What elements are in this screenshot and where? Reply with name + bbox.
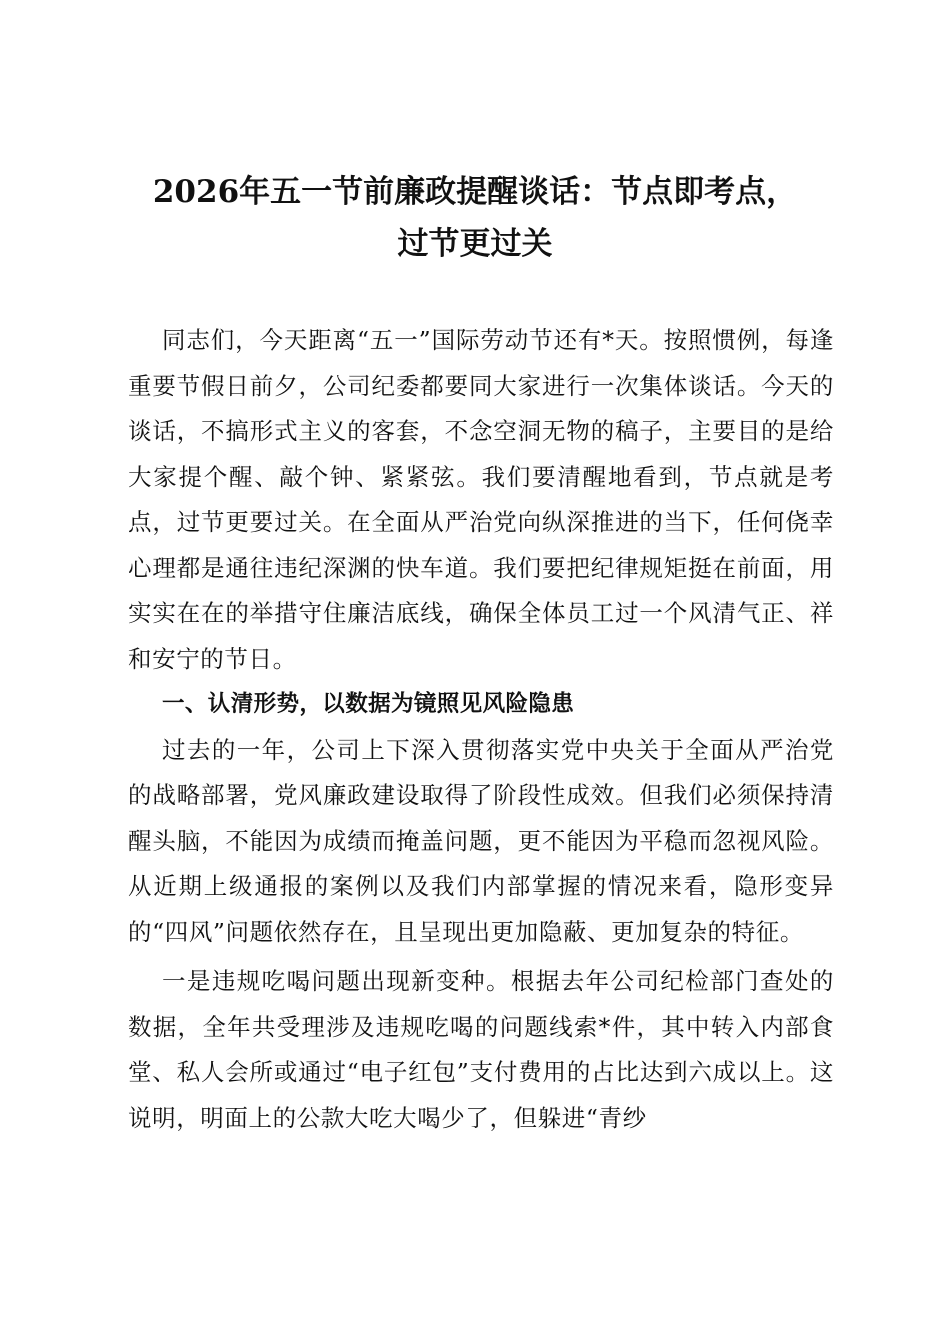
- intro-paragraph: 同志们，今天距离“五一”国际劳动节还有*天。按照惯例，每逢重要节假日前夕，公司纪委都要同大家进行一次集体谈话。今天的谈话，不搞形式主义的客套，不念空洞无物的稿子，主要目的是给大家提个醒、敲个钟、紧紧弦。我们要清醒地看到，节点就是考点，过节更要过关。在全面从严治党向纵深推进的当下，任何侥幸心理都是通往违纪深渊的快车道。我们要把纪律规矩挺在前面，用实实在在的举措守住廉洁底线，确保全体员工过一个风清气正、祥和安宁的节日。: [128, 326, 834, 673]
- document-title: [110, 166, 840, 270]
- body-paragraph: 一是违规吃喝问题出现新变种。根据去年公司纪检部门查处的数据，全年共受理涉及违规吃喝的问题线索*件，其中转入内部食堂、私人会所或通过“电子红包”支付费用的占比达到六成以上。这说明，明面上的公款大吃大喝少了，但躲进“青纱: [128, 967, 834, 1132]
- body-paragraph: 过去的一年，公司上下深入贯彻落实党中央关于全面从严治党的战略部署，党风廉政建设取得了阶段性成效。但我们必须保持清醒头脑，不能因为成绩而掩盖问题，更不能因为平稳而忽视风险。从近期上级通报的案例以及我们内部掌握的情况来看，隐形变异的“四风”问题依然存在，且呈现出更加隐蔽、更加复杂的特征。: [128, 735, 834, 946]
- document-body: [128, 318, 834, 1141]
- title-line-1: 2026年五一节前廉政提醒谈话：节点即考点，: [152, 174, 798, 210]
- section-heading: 一、认清形势，以数据为镜照见风险隐患: [162, 691, 575, 717]
- title-line-2: 过节更过关: [397, 226, 553, 262]
